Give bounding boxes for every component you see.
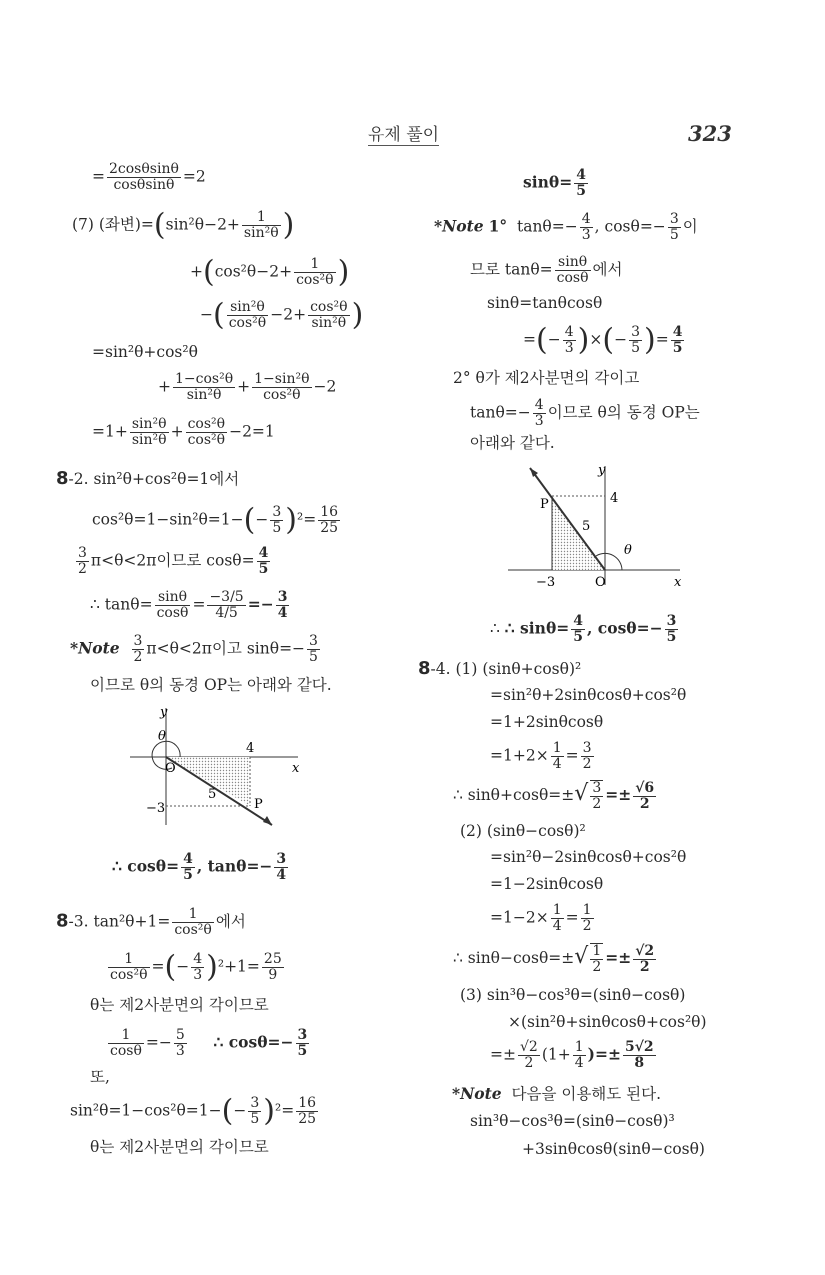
equation-line: ∴ sinθ−cosθ=±√ $\frac{1}{2}$ =± $\frac{√2}{2}$ [453, 942, 655, 975]
text-line: θ는 제2사분면의 각이므로 [90, 1138, 269, 1156]
x-label: x [674, 575, 682, 590]
equation-line: ∴ tanθ= $\frac{\sin\theta}{\cos\theta}$ = $\frac{-3/5}{4/5}$ =− $\frac{3}{4}$ [90, 589, 288, 621]
equation-line: (2) (sinθ−cosθ)² [460, 822, 586, 840]
label-5: 5 [208, 787, 217, 802]
figure-unit-circle-1 [120, 700, 310, 830]
equation-line: $\frac{3}{2}$ π<θ<2π이므로 cosθ= $\frac{4}{5}$ [78, 545, 269, 577]
equation-line: =1−2sinθcosθ [490, 875, 604, 893]
equation-line: =± $\frac{√2}{2}$ (1+ $\frac{1}{4}$ )=± $\frac{5√2}{8}$ [490, 1039, 654, 1071]
note: *Note 다음을 이용해도 된다. [452, 1084, 662, 1103]
equation-line: −( $\frac{\text{sin²θ}}{\text{cos²θ}}$ −2+ $\frac{\text{cos²θ}}{\text{sin²θ}}$ ) [200, 297, 364, 333]
equation-line: =sin²θ+2sinθcosθ+cos²θ [490, 686, 687, 704]
figure-unit-circle-2 [500, 460, 690, 590]
equation-line: $\frac{1}{\cos\theta}$ =− $\frac{5}{3}$ ∴ cosθ=− $\frac{3}{5}$ [110, 1027, 308, 1059]
equation-line: $\frac{1}{\text{cos²θ}}$ =(− $\frac{4}{3}$ )²+1= $\frac{25}{9}$ [110, 949, 282, 985]
page-number: 323 [688, 121, 732, 146]
label-neg3: −3 [146, 801, 166, 816]
y-label: y [598, 463, 606, 478]
label-4: 4 [246, 741, 255, 756]
answer-line: ∴ ∴ sinθ= $\frac{4}{5}$ , cosθ=− $\frac{3}{5}$ [490, 613, 677, 645]
x-label: x [292, 761, 300, 776]
answer-line: ∴ cosθ= $\frac{4}{5}$ , tanθ=− $\frac{3}{4}$ [112, 851, 287, 883]
note: *Note 1° tanθ=− $\frac{4}{3}$ , cosθ=− $\frac{3}{5}$ 이 [434, 211, 698, 243]
equation-line: sinθ=tanθcosθ [487, 294, 603, 312]
origin-label: O [165, 761, 176, 776]
equation-line: ×(sin²θ+sinθcosθ+cos²θ) [508, 1013, 707, 1031]
text-line: tanθ=− $\frac{4}{3}$ 이므로 θ의 동경 OP는 [470, 397, 700, 429]
label-neg3: −3 [536, 575, 556, 590]
equation-line: =1+2× $\frac{1}{4}$ = $\frac{3}{2}$ [490, 740, 592, 772]
equation-line: sin²θ=1−cos²θ=1−(− $\frac{3}{5}$ )²= $\frac{16}{25}$ [70, 1093, 317, 1129]
y-label: y [160, 705, 168, 720]
point-p-label: P [254, 797, 263, 812]
equation-line: =sin²θ−2sinθcosθ+cos²θ [490, 848, 687, 866]
equation-line: =1−2× $\frac{1}{4}$ = $\frac{1}{2}$ [490, 902, 592, 934]
problem-8-2-heading: 8-2. sin²θ+cos²θ=1에서 [56, 468, 240, 489]
equation-line: cos²θ=1−sin²θ=1−(− $\frac{3}{5}$ )²= $\frac{16}{25}$ [92, 502, 339, 538]
equation-line: sin³θ−cos³θ=(sinθ−cosθ)³ [470, 1112, 675, 1130]
answer-line: sinθ= $\frac{4}{5}$ [523, 167, 586, 199]
equation-line: =1+ $\frac{\text{sin²θ}}{\text{sin²θ}}$ + $\frac{\text{cos²θ}}{\text{cos²θ}}$ −2=1 [92, 416, 275, 448]
equation-line: = $\frac{2\cos\theta\sin\theta}{\cos\theta\sin\theta}$ =2 [92, 161, 206, 193]
theta-label: θ [158, 729, 166, 744]
problem-8-3-heading: 8-3. tan²θ+1= $\frac{1}{\text{cos²θ}}$ 에서 [56, 906, 246, 938]
equation-line: =sin²θ+cos²θ [92, 343, 198, 361]
label-4: 4 [610, 491, 619, 506]
equation-line: =1+2sinθcosθ [490, 713, 604, 731]
text-line: θ는 제2사분면의 각이므로 [90, 996, 269, 1014]
equation-line: ∴ sinθ+cosθ=±√ $\frac{3}{2}$ =± $\frac{√6}{2}$ [453, 779, 655, 812]
note: *Note $\frac{3}{2}$ π<θ<2π이고 sinθ=− $\frac{3}{5}$ [70, 633, 318, 665]
label-5: 5 [582, 519, 591, 534]
equation-line: (7) (좌변)=(sin²θ−2+ $\frac{1}{\text{sin²θ}}$ ) [72, 207, 295, 243]
equation-line: (3) sin³θ−cos³θ=(sinθ−cosθ) [460, 986, 686, 1004]
text-line: 아래와 같다. [470, 434, 555, 452]
equation-line: +(cos²θ−2+ $\frac{1}{\text{cos²θ}}$ ) [190, 254, 350, 290]
origin-label: O [595, 575, 606, 590]
text-line: 2° θ가 제2사분면의 각이고 [453, 369, 640, 387]
running-header [368, 120, 439, 145]
note-text: 이므로 θ의 동경 OP는 아래와 같다. [90, 676, 332, 694]
problem-8-4-heading: 8-4. (1) (sinθ+cosθ)² [418, 658, 582, 679]
text-line: 또, [90, 1068, 110, 1086]
theta-label: θ [624, 543, 632, 558]
text-line: 므로 tanθ= $\frac{\sin\theta}{\cos\theta}$ 에서 [470, 254, 623, 286]
point-p-label: P [540, 497, 549, 512]
equation-line: =(− $\frac{4}{3}$ )×(− $\frac{3}{5}$ )= $\frac{4}{5}$ [523, 322, 683, 358]
equation-line: +3sinθcosθ(sinθ−cosθ) [522, 1140, 705, 1158]
section-title: 유제 풀이 [368, 125, 440, 145]
equation-line: + $\frac{\text{1−cos²θ}}{\text{sin²θ}}$ + $\frac{\text{1−sin²θ}}{\text{cos²θ}}$ −2 [158, 371, 337, 403]
